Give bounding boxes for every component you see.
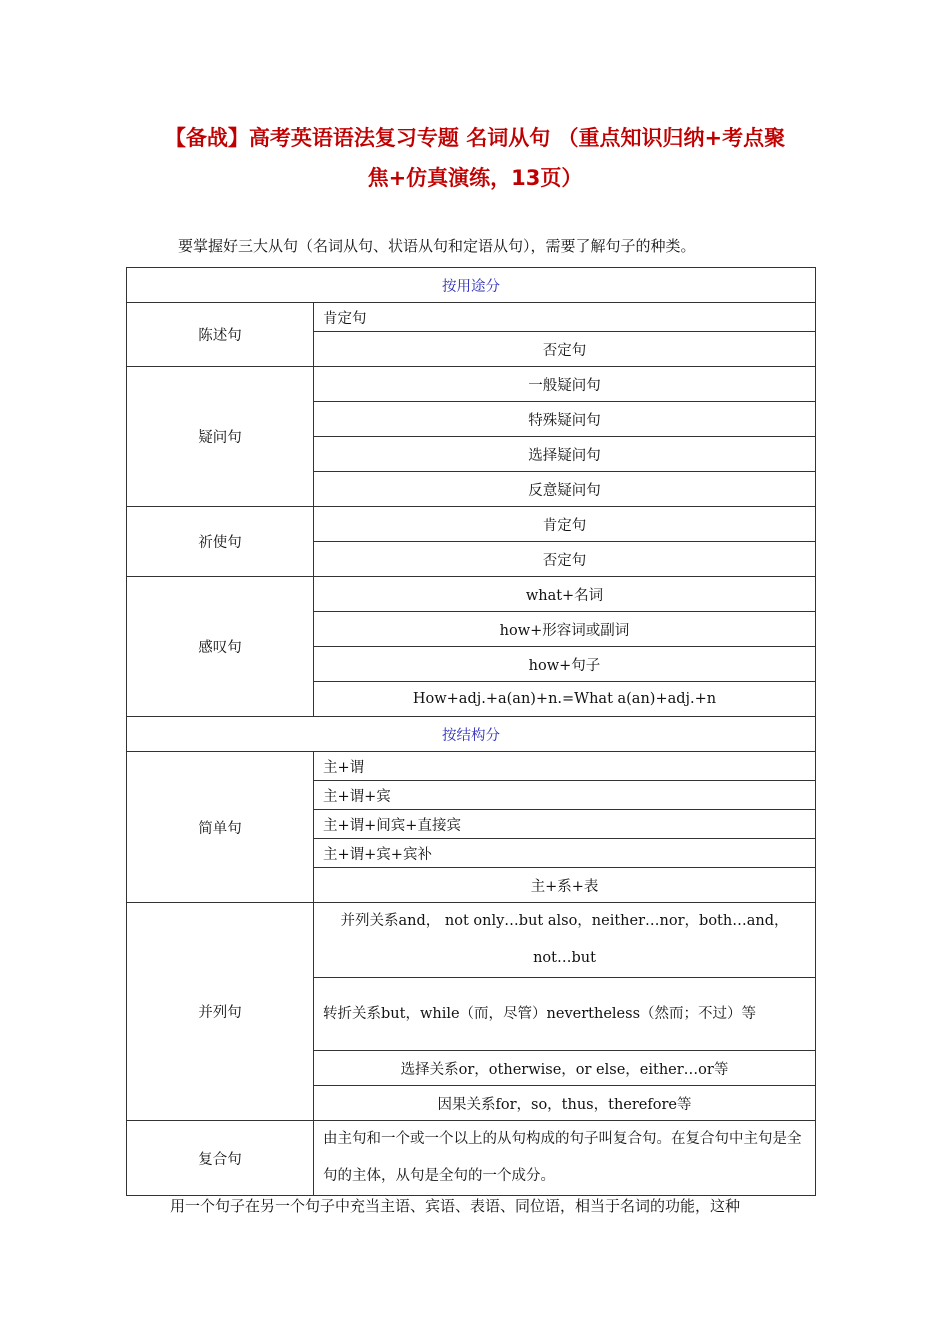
item-cell: 主+谓: [314, 752, 816, 781]
document-title: [120, 118, 830, 198]
continuation-paragraph: 用一个句子在另一个句子中充当主语、宾语、表语、同位语，相当于名词的功能，这种: [170, 1197, 741, 1215]
section-header-row: [127, 717, 816, 752]
table-row: [127, 303, 816, 332]
item-cell: 特殊疑问句: [314, 402, 816, 437]
item-cell: 一般疑问句: [314, 367, 816, 402]
intro-paragraph: 要掌握好三大从句（名词从句、状语从句和定语从句），需要了解句子的种类。: [178, 237, 696, 255]
item-cell: how+句子: [314, 647, 816, 682]
section-purpose-heading: 按用途分: [127, 268, 816, 303]
item-cell: how+形容词或副词: [314, 612, 816, 647]
table-row: [127, 367, 816, 402]
title-line-1: 【备战】高考英语语法复习专题 名词从句 （重点知识归纳+考点聚: [164, 126, 786, 150]
item-cell: 主+谓+宾: [314, 781, 816, 810]
sentence-types-table: [126, 267, 816, 1196]
item-cell: How+adj.+a(an)+n.=What a(an)+adj.+n: [314, 682, 816, 717]
item-cell: 否定句: [314, 332, 816, 367]
item-cell: 选择疑问句: [314, 437, 816, 472]
table-row: [127, 577, 816, 612]
section-header-row: [127, 268, 816, 303]
table-row: [127, 1121, 816, 1196]
item-cell: 肯定句: [314, 507, 816, 542]
item-cell: 主+系+表: [314, 868, 816, 903]
item-cell: 因果关系for，so，thus，therefore等: [314, 1086, 816, 1121]
item-cell: 转折关系but，while（而，尽管）nevertheless（然而；不过）等: [314, 978, 816, 1051]
item-cell: 由主句和一个或一个以上的从句构成的句子叫复合句。在复合句中主句是全句的主体，从句是全句的一个成分。: [314, 1121, 816, 1196]
category-compound: 并列句: [127, 903, 314, 1121]
category-complex: 复合句: [127, 1121, 314, 1196]
table-row: [127, 752, 816, 781]
item-cell: 选择关系or，otherwise，or else，either…or等: [314, 1051, 816, 1086]
item-cell: what+名词: [314, 577, 816, 612]
item-cell: 并列关系and， not only…but also，neither…nor，both…and， not…but: [314, 903, 816, 978]
item-cell: 肯定句: [314, 303, 816, 332]
category-simple: 简单句: [127, 752, 314, 903]
item-cell: 反意疑问句: [314, 472, 816, 507]
table-row: [127, 507, 816, 542]
item-cell: 主+谓+宾+宾补: [314, 839, 816, 868]
category-declarative: 陈述句: [127, 303, 314, 367]
section-structure-heading: 按结构分: [127, 717, 816, 752]
item-cell: 否定句: [314, 542, 816, 577]
title-line-2: 焦+仿真演练，13页）: [367, 166, 583, 190]
table-row: [127, 903, 816, 978]
category-exclamatory: 感叹句: [127, 577, 314, 717]
category-imperative: 祈使句: [127, 507, 314, 577]
category-interrogative: 疑问句: [127, 367, 314, 507]
item-cell: 主+谓+间宾+直接宾: [314, 810, 816, 839]
